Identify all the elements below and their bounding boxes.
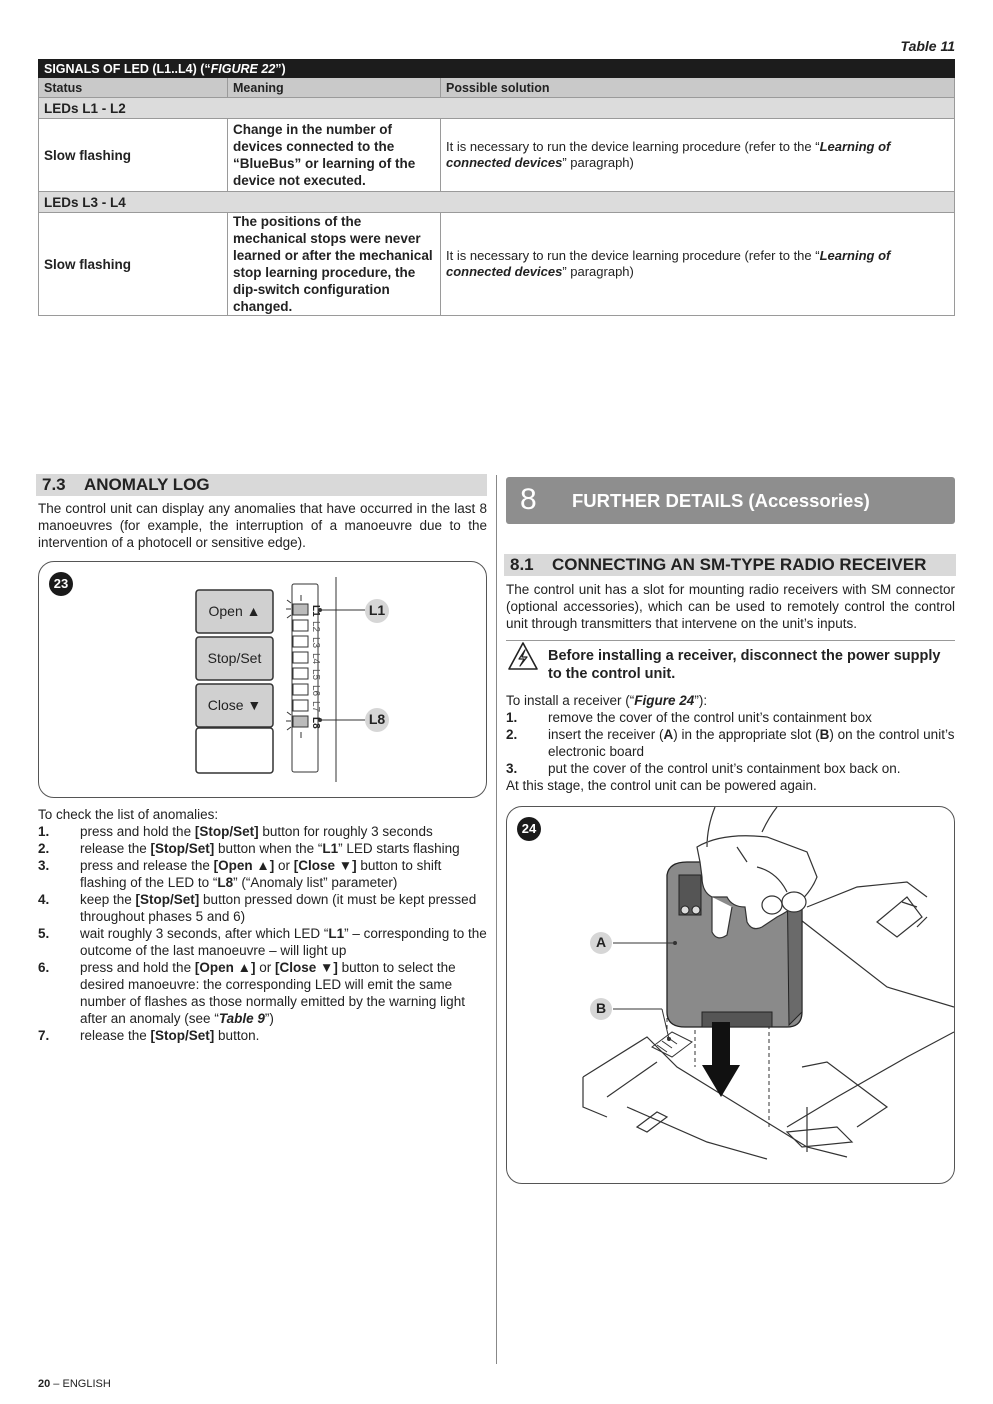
table-group-row [39,98,955,119]
step-number: 1. [38,824,50,839]
column-header-meaning: Meaning [228,78,441,98]
footer-language: ENGLISH [62,1378,111,1390]
status-cell: Slow flashing [39,213,228,316]
group-label: LEDs L3 - L4 [39,192,955,213]
step-number: 6. [38,960,50,975]
list-item [38,840,487,857]
receiver-installation-illustration [507,807,954,1183]
column-header-status: Status [39,78,228,98]
list-item [38,891,487,925]
warning-divider [506,640,955,641]
warning-text: Before installing a receiver, disconnect the power supply to the control unit. [548,648,941,682]
section-heading-radio-receiver [504,554,956,576]
figure-number-badge: 24 [517,817,541,841]
led-signals-table [38,59,955,316]
blank-button[interactable] [196,728,273,773]
step-text: insert the receiver (A) in the appropriate slot (B) on the control unit’s electronic board [548,727,955,759]
step-number: 4. [38,892,50,907]
meaning-cell: The positions of the mechanical stops were never learned or after the mechanical stop learning procedure, the dip-switch configuration changed. [228,213,441,316]
led-labels [310,602,320,730]
callout-l1: L1 [368,602,386,618]
solution-cell: It is necessary to run the device learning procedure (refer to the “Learning of connected devices” paragraph) [441,119,955,192]
led-label-l2: L2 [310,621,321,633]
receiver-steps-list [506,709,955,777]
page-number: 20 [38,1378,51,1390]
step-text: release the [Stop/Set] button when the “L1” LED starts flashing [80,841,460,856]
chapter-title: FURTHER DETAILS (Accessories) [572,490,870,511]
led-label-l8: L8 [310,717,321,729]
stopset-button[interactable]: Stop/Set [207,650,262,666]
column-divider [496,475,497,1364]
page-footer: 20 – ENGLISH [38,1378,111,1390]
list-item [506,760,955,777]
section-title: ANOMALY LOG [84,475,210,494]
group-label: LEDs L1 - L2 [39,98,955,119]
step-number: 3. [506,761,518,776]
callout-a: A [595,934,607,950]
table-caption: Table 11 [900,38,955,54]
led-label-l3: L3 [310,637,321,649]
anomaly-intro: The control unit can display any anomalies that have occurred in the last 8 manoeuvres (for example, the interruption of a manoeuvre due to the intervention of a photocell or sensitive edge). [38,501,487,550]
step-text: press and hold the [Stop/Set] button for roughly 3 seconds [80,824,433,839]
meaning-cell: Change in the number of devices connected to the “BlueBus” or learning of the device not executed. [228,119,441,192]
figure-23 [38,561,487,798]
led-label-l6: L6 [310,685,321,697]
figure-24 [506,806,955,1184]
led-label-l5: L5 [310,669,321,681]
install-intro: To install a receiver (“Figure 24”): [506,693,708,708]
step-number: 1. [506,710,518,725]
list-item [38,823,487,840]
status-cell: Slow flashing [39,119,228,192]
step-text: release the [Stop/Set] button. [80,1028,260,1043]
column-header-solution: Possible solution [441,78,955,98]
step-number: 2. [38,841,50,856]
led-label-l1: L1 [310,605,321,617]
step-text: press and release the [Open ▲] or [Close ▼] button to shift flashing of the LED to “L8” (“Anomaly list” parameter) [80,858,442,890]
table-row [39,213,955,316]
list-item [38,857,487,891]
check-intro: To check the list of anomalies: [38,807,219,822]
anomaly-steps-list [38,823,487,1044]
section-number: 7.3 [42,475,66,494]
step-number: 7. [38,1028,50,1043]
led-label-l7: L7 [310,701,321,713]
step-number: 3. [38,858,50,873]
open-button[interactable]: Open ▲ [208,603,261,619]
table-title-row [39,60,955,78]
table-header-row [39,78,955,98]
table-group-row [39,192,955,213]
receiver-closing: At this stage, the control unit can be powered again. [506,778,817,793]
list-item [38,959,487,1027]
chapter-number: 8 [520,483,537,516]
callout-b: B [595,1000,607,1016]
list-item [38,925,487,959]
l1-flash-rays [286,600,291,618]
l8-flash-rays [286,712,291,730]
step-text: wait roughly 3 seconds, after which LED “L1” – corresponding to the outcome of the last manoeuvre – will light up [80,926,487,958]
solution-cell: It is necessary to run the device learning procedure (refer to the “Learning of connected devices” paragraph) [441,213,955,316]
table-title: SIGNALS OF LED (L1..L4) (“FIGURE 22”) [39,60,955,78]
section-title: CONNECTING AN SM-TYPE RADIO RECEIVER [552,555,927,574]
table-row [39,119,955,192]
step-number: 5. [38,926,50,941]
callout-l8: L8 [368,711,386,727]
receiver-slot [652,1032,692,1057]
list-item [506,709,955,726]
step-text: keep the [Stop/Set] button pressed down (it must be kept pressed throughout phases 5 and 6) [80,892,477,924]
chapter-heading [506,477,955,524]
section-heading-anomaly-log [36,474,487,496]
step-text: press and hold the [Open ▲] or [Close ▼] button to select the desired manoeuvre: the corresponding LED will emit the same number of flashes as those normally emitted by the warning light after an anomaly (see “Table 9”) [80,960,465,1026]
list-item [506,726,955,760]
step-number: 2. [506,727,518,742]
step-text: remove the cover of the control unit’s containment box [548,710,872,725]
electrical-hazard-icon [506,640,540,672]
receiver-intro: The control unit has a slot for mounting radio receivers with SM connector (optional accessories), which can be used to remotely control the control unit through transmitters that intervene on the unit’s inputs. [506,582,955,631]
figure-number-badge: 23 [49,572,73,596]
led-label-l4: L4 [310,653,321,665]
list-item [38,1027,487,1044]
step-text: put the cover of the control unit’s containment box back on. [548,761,901,776]
close-button[interactable]: Close ▼ [207,697,262,713]
section-number: 8.1 [510,555,534,574]
